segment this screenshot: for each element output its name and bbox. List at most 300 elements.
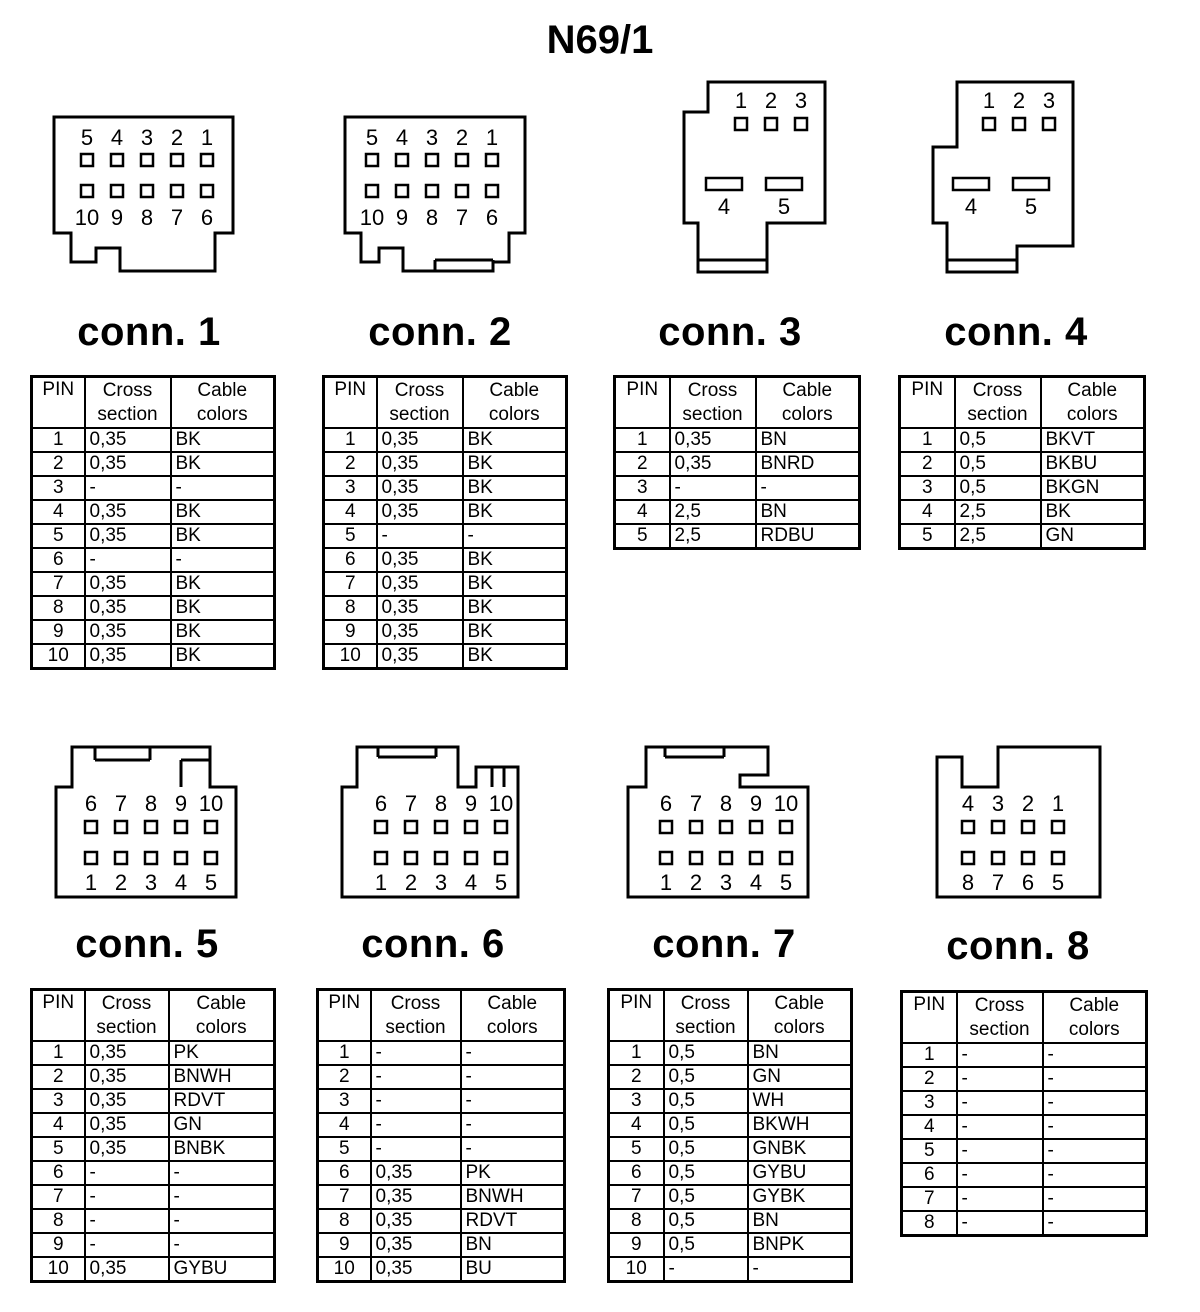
pin-label: 1 bbox=[200, 125, 214, 150]
cross-section-value: - bbox=[85, 1233, 169, 1257]
cable-color-value: BNWH bbox=[461, 1185, 565, 1209]
table-row bbox=[318, 1065, 565, 1089]
cross-section-value: - bbox=[371, 1089, 461, 1113]
cross-section-value: 0,35 bbox=[377, 620, 463, 644]
cable-color-value: BK bbox=[463, 572, 567, 596]
pin-label: 3 bbox=[794, 88, 808, 113]
pin-number: 2 bbox=[609, 1065, 664, 1089]
pin-label: 2 bbox=[1012, 88, 1026, 113]
pin-socket bbox=[780, 852, 792, 864]
pin-socket bbox=[366, 154, 378, 166]
pin-label: 7 bbox=[991, 870, 1005, 895]
pin-socket bbox=[111, 154, 123, 166]
pin-label: 2 bbox=[764, 88, 778, 113]
pin-number: 8 bbox=[609, 1209, 664, 1233]
table-row bbox=[318, 1113, 565, 1137]
pin-number: 7 bbox=[32, 1185, 85, 1209]
pin-label: 1 bbox=[1051, 791, 1065, 816]
connector-3-title: conn. 3 bbox=[658, 310, 802, 354]
table-row bbox=[902, 1043, 1147, 1067]
pin-label: 3 bbox=[1042, 88, 1056, 113]
cross-section-value: 0,5 bbox=[664, 1185, 748, 1209]
pin-label: 7 bbox=[689, 791, 703, 816]
cable-color-value: - bbox=[1043, 1043, 1147, 1067]
cable-color-value: BK bbox=[463, 548, 567, 572]
cross-section-value: 0,35 bbox=[85, 452, 171, 476]
pin-socket bbox=[992, 821, 1004, 833]
pin-socket bbox=[396, 185, 408, 197]
pin-label: 5 bbox=[365, 125, 379, 150]
pin-socket bbox=[962, 852, 974, 864]
table-row bbox=[32, 452, 275, 476]
pin-socket-wide bbox=[706, 178, 742, 190]
pin-label: 4 bbox=[110, 125, 124, 150]
table-row bbox=[318, 1209, 565, 1233]
connector-4-pin-table bbox=[898, 375, 1146, 550]
pin-socket bbox=[765, 118, 777, 130]
cable-color-value: BKWH bbox=[748, 1113, 852, 1137]
cross-section-value: 0,5 bbox=[664, 1041, 748, 1065]
pin-socket bbox=[366, 185, 378, 197]
cable-color-value: GNBK bbox=[748, 1137, 852, 1161]
pin-label: 10 bbox=[773, 791, 799, 816]
pin-socket-wide bbox=[766, 178, 802, 190]
header-cross-section: Cross section bbox=[85, 990, 169, 1042]
pin-label: 4 bbox=[464, 870, 478, 895]
pin-label: 5 bbox=[80, 125, 94, 150]
cross-section-value: 0,5 bbox=[664, 1065, 748, 1089]
cross-section-value: 0,35 bbox=[85, 524, 171, 548]
connector-1-pin-table bbox=[30, 375, 276, 670]
cable-color-value: PK bbox=[169, 1041, 275, 1065]
pin-number: 1 bbox=[902, 1043, 957, 1067]
cable-color-value: GN bbox=[1041, 524, 1145, 549]
pin-label: 9 bbox=[174, 791, 188, 816]
table-row bbox=[609, 1065, 852, 1089]
connector-7-drawing bbox=[628, 747, 808, 897]
pin-socket bbox=[375, 852, 387, 864]
cross-section-value: 0,5 bbox=[664, 1233, 748, 1257]
pin-socket bbox=[141, 154, 153, 166]
pin-label: 1 bbox=[982, 88, 996, 113]
table-row bbox=[609, 1041, 852, 1065]
table-row bbox=[318, 1089, 565, 1113]
pin-socket bbox=[145, 852, 157, 864]
header-cable-colors: Cable colors bbox=[1043, 992, 1147, 1044]
header-cable-colors: Cable colors bbox=[1041, 377, 1145, 429]
connector-1-title: conn. 1 bbox=[77, 310, 221, 354]
pin-number: 4 bbox=[900, 500, 955, 524]
pin-socket bbox=[81, 185, 93, 197]
pin-socket bbox=[396, 154, 408, 166]
pin-socket bbox=[85, 852, 97, 864]
pin-socket bbox=[405, 852, 417, 864]
table-row bbox=[609, 1137, 852, 1161]
pin-socket bbox=[201, 185, 213, 197]
cross-section-value: 0,5 bbox=[664, 1137, 748, 1161]
pin-number: 5 bbox=[902, 1139, 957, 1163]
cross-section-value: - bbox=[85, 1185, 169, 1209]
cable-color-value: - bbox=[1043, 1139, 1147, 1163]
pin-label: 10 bbox=[74, 205, 100, 230]
header-cable-colors: Cable colors bbox=[461, 990, 565, 1042]
header-cable-colors: Cable colors bbox=[169, 990, 275, 1042]
header-cross-section: Cross section bbox=[670, 377, 756, 429]
pin-label: 5 bbox=[204, 870, 218, 895]
cable-color-value: BK bbox=[171, 596, 275, 620]
connector-3-drawing bbox=[684, 82, 825, 272]
cross-section-value: 0,5 bbox=[664, 1113, 748, 1137]
cross-section-value: - bbox=[957, 1187, 1043, 1211]
table-row bbox=[324, 524, 567, 548]
cross-section-value: 0,35 bbox=[85, 572, 171, 596]
pin-number: 2 bbox=[318, 1065, 371, 1089]
cable-color-value: BN bbox=[756, 428, 860, 452]
pin-number: 4 bbox=[609, 1113, 664, 1137]
pin-label: 2 bbox=[170, 125, 184, 150]
pin-label: 1 bbox=[84, 870, 98, 895]
pin-label: 6 bbox=[659, 791, 673, 816]
table-row bbox=[324, 428, 567, 452]
pin-socket bbox=[456, 154, 468, 166]
pin-label: 8 bbox=[719, 791, 733, 816]
cross-section-value: 0,35 bbox=[670, 452, 756, 476]
header-cable-colors: Cable colors bbox=[756, 377, 860, 429]
pin-label: 3 bbox=[140, 125, 154, 150]
cable-color-value: - bbox=[171, 476, 275, 500]
connector-2-pin-table bbox=[322, 375, 568, 670]
table-row bbox=[900, 524, 1145, 549]
pin-socket bbox=[690, 852, 702, 864]
pin-socket bbox=[495, 821, 507, 833]
header-pin: PIN bbox=[324, 377, 377, 429]
pin-number: 2 bbox=[902, 1067, 957, 1091]
pin-socket bbox=[435, 821, 447, 833]
cable-color-value: - bbox=[169, 1209, 275, 1233]
pin-label: 4 bbox=[749, 870, 763, 895]
cross-section-value: 0,35 bbox=[85, 644, 171, 669]
cable-color-value: - bbox=[1043, 1067, 1147, 1091]
pin-socket bbox=[750, 821, 762, 833]
table-row bbox=[318, 1161, 565, 1185]
table-row bbox=[324, 548, 567, 572]
cross-section-value: - bbox=[670, 476, 756, 500]
connector-6-drawing bbox=[342, 747, 518, 897]
pin-socket bbox=[660, 821, 672, 833]
connector-4-drawing bbox=[933, 82, 1073, 272]
cross-section-value: 0,35 bbox=[377, 596, 463, 620]
pin-label: 10 bbox=[359, 205, 385, 230]
header-cross-section: Cross section bbox=[664, 990, 748, 1042]
cable-color-value: GN bbox=[748, 1065, 852, 1089]
pin-socket bbox=[426, 185, 438, 197]
cable-color-value: - bbox=[169, 1185, 275, 1209]
table-row bbox=[318, 1233, 565, 1257]
pin-socket bbox=[750, 852, 762, 864]
cross-section-value: 0,35 bbox=[377, 476, 463, 500]
cross-section-value: 0,5 bbox=[664, 1161, 748, 1185]
cross-section-value: 0,35 bbox=[371, 1161, 461, 1185]
pin-number: 4 bbox=[902, 1115, 957, 1139]
pin-number: 5 bbox=[318, 1137, 371, 1161]
cable-color-value: BK bbox=[171, 428, 275, 452]
connector-4-title: conn. 4 bbox=[944, 310, 1088, 354]
pin-label: 7 bbox=[114, 791, 128, 816]
cross-section-value: 0,5 bbox=[955, 452, 1041, 476]
cross-section-value: 0,35 bbox=[371, 1209, 461, 1233]
pin-socket bbox=[171, 185, 183, 197]
cable-color-value: - bbox=[1043, 1091, 1147, 1115]
header-cross-section: Cross section bbox=[85, 377, 171, 429]
pin-number: 7 bbox=[324, 572, 377, 596]
pin-label: 7 bbox=[404, 791, 418, 816]
table-row bbox=[32, 548, 275, 572]
pin-number: 5 bbox=[609, 1137, 664, 1161]
pin-number: 4 bbox=[324, 500, 377, 524]
pin-number: 5 bbox=[324, 524, 377, 548]
pin-socket bbox=[720, 852, 732, 864]
cross-section-value: 0,35 bbox=[85, 1089, 169, 1113]
pin-number: 3 bbox=[900, 476, 955, 500]
table-header-row bbox=[900, 377, 1145, 429]
pin-label: 6 bbox=[200, 205, 214, 230]
cross-section-value: 0,35 bbox=[371, 1233, 461, 1257]
pin-label: 3 bbox=[719, 870, 733, 895]
cross-section-value: 0,35 bbox=[371, 1185, 461, 1209]
cable-color-value: BK bbox=[463, 452, 567, 476]
header-pin: PIN bbox=[318, 990, 371, 1042]
cross-section-value: 0,35 bbox=[85, 1257, 169, 1282]
table-header-row bbox=[609, 990, 852, 1042]
table-row bbox=[32, 428, 275, 452]
pin-number: 4 bbox=[32, 1113, 85, 1137]
cable-color-value: - bbox=[1043, 1187, 1147, 1211]
table-row bbox=[32, 596, 275, 620]
cable-color-value: - bbox=[171, 548, 275, 572]
table-row bbox=[324, 596, 567, 620]
cross-section-value: 0,35 bbox=[85, 620, 171, 644]
cable-color-value: - bbox=[461, 1137, 565, 1161]
pin-socket bbox=[465, 852, 477, 864]
pin-number: 4 bbox=[318, 1113, 371, 1137]
pin-label: 8 bbox=[961, 870, 975, 895]
cable-color-value: GYBU bbox=[748, 1161, 852, 1185]
table-row bbox=[609, 1161, 852, 1185]
cable-color-value: BK bbox=[171, 620, 275, 644]
pin-socket bbox=[175, 852, 187, 864]
pin-label: 4 bbox=[717, 194, 731, 219]
pin-number: 9 bbox=[318, 1233, 371, 1257]
table-row bbox=[32, 1185, 275, 1209]
connector-1-drawing bbox=[54, 117, 233, 271]
pin-label: 4 bbox=[961, 791, 975, 816]
table-row bbox=[32, 620, 275, 644]
table-row bbox=[324, 476, 567, 500]
pin-label: 1 bbox=[734, 88, 748, 113]
cable-color-value: BK bbox=[463, 500, 567, 524]
pin-socket bbox=[1043, 118, 1055, 130]
pin-number: 2 bbox=[615, 452, 670, 476]
pin-number: 7 bbox=[609, 1185, 664, 1209]
cable-color-value: - bbox=[461, 1089, 565, 1113]
table-row bbox=[615, 476, 860, 500]
cable-color-value: - bbox=[748, 1257, 852, 1282]
cable-color-value: BK bbox=[171, 572, 275, 596]
pin-socket bbox=[486, 185, 498, 197]
pin-label: 6 bbox=[84, 791, 98, 816]
connector-8-title: conn. 8 bbox=[946, 924, 1090, 968]
pin-label: 8 bbox=[425, 205, 439, 230]
cable-color-value: - bbox=[756, 476, 860, 500]
cross-section-value: - bbox=[85, 476, 171, 500]
cross-section-value: 0,5 bbox=[955, 428, 1041, 452]
cable-color-value: RDVT bbox=[461, 1209, 565, 1233]
table-row bbox=[324, 572, 567, 596]
pin-number: 5 bbox=[32, 524, 85, 548]
table-row bbox=[32, 1209, 275, 1233]
pin-number: 6 bbox=[902, 1163, 957, 1187]
cable-color-value: GYBU bbox=[169, 1257, 275, 1282]
pin-socket bbox=[1022, 852, 1034, 864]
pin-label: 4 bbox=[395, 125, 409, 150]
pin-label: 3 bbox=[434, 870, 448, 895]
table-row bbox=[615, 428, 860, 452]
table-row bbox=[318, 1137, 565, 1161]
pin-socket bbox=[660, 852, 672, 864]
pin-number: 2 bbox=[900, 452, 955, 476]
table-row bbox=[900, 500, 1145, 524]
pin-number: 10 bbox=[609, 1257, 664, 1282]
cable-color-value: BKBU bbox=[1041, 452, 1145, 476]
pin-socket bbox=[486, 154, 498, 166]
cable-color-value: BK bbox=[171, 452, 275, 476]
table-header-row bbox=[324, 377, 567, 429]
connector-6-title: conn. 6 bbox=[361, 922, 505, 966]
pin-number: 2 bbox=[32, 452, 85, 476]
pin-label: 6 bbox=[485, 205, 499, 230]
table-row bbox=[900, 428, 1145, 452]
pin-number: 8 bbox=[32, 1209, 85, 1233]
cross-section-value: 0,5 bbox=[664, 1089, 748, 1113]
connector-2-drawing bbox=[345, 117, 525, 271]
pin-socket bbox=[1052, 821, 1064, 833]
connector-8-drawing bbox=[937, 747, 1100, 897]
cross-section-value: - bbox=[957, 1211, 1043, 1236]
pin-number: 8 bbox=[318, 1209, 371, 1233]
pin-number: 3 bbox=[609, 1089, 664, 1113]
table-row bbox=[324, 644, 567, 669]
pin-socket bbox=[115, 852, 127, 864]
cross-section-value: 0,35 bbox=[85, 596, 171, 620]
cross-section-value: 0,35 bbox=[85, 1113, 169, 1137]
cable-color-value: BKVT bbox=[1041, 428, 1145, 452]
pin-number: 7 bbox=[318, 1185, 371, 1209]
cross-section-value: - bbox=[957, 1067, 1043, 1091]
pin-number: 9 bbox=[324, 620, 377, 644]
cable-color-value: BK bbox=[463, 596, 567, 620]
cross-section-value: - bbox=[85, 548, 171, 572]
pin-socket bbox=[735, 118, 747, 130]
table-row bbox=[324, 620, 567, 644]
cross-section-value: 0,35 bbox=[371, 1257, 461, 1282]
connector-7-pin-table bbox=[607, 988, 853, 1283]
table-row bbox=[32, 1041, 275, 1065]
cross-section-value: 0,35 bbox=[85, 428, 171, 452]
table-header-row bbox=[902, 992, 1147, 1044]
pin-label: 1 bbox=[374, 870, 388, 895]
pin-number: 3 bbox=[318, 1089, 371, 1113]
header-pin: PIN bbox=[902, 992, 957, 1044]
pin-socket bbox=[145, 821, 157, 833]
pin-label: 5 bbox=[494, 870, 508, 895]
cross-section-value: - bbox=[957, 1043, 1043, 1067]
cross-section-value: 0,35 bbox=[377, 428, 463, 452]
pin-label: 9 bbox=[464, 791, 478, 816]
cross-section-value: 0,35 bbox=[377, 548, 463, 572]
pin-socket bbox=[962, 821, 974, 833]
cross-section-value: - bbox=[371, 1113, 461, 1137]
pin-socket bbox=[375, 821, 387, 833]
pin-socket bbox=[201, 154, 213, 166]
cable-color-value: BK bbox=[463, 476, 567, 500]
cable-color-value: BNBK bbox=[169, 1137, 275, 1161]
pin-socket bbox=[115, 821, 127, 833]
cross-section-value: - bbox=[957, 1091, 1043, 1115]
pin-number: 6 bbox=[32, 548, 85, 572]
cable-color-value: GN bbox=[169, 1113, 275, 1137]
header-cable-colors: Cable colors bbox=[463, 377, 567, 429]
cable-color-value: BK bbox=[171, 524, 275, 548]
pin-label: 7 bbox=[170, 205, 184, 230]
cable-color-value: - bbox=[461, 1065, 565, 1089]
pin-socket bbox=[171, 154, 183, 166]
pin-number: 5 bbox=[615, 524, 670, 549]
table-row bbox=[615, 500, 860, 524]
cable-color-value: BNRD bbox=[756, 452, 860, 476]
cross-section-value: 0,5 bbox=[955, 476, 1041, 500]
header-cross-section: Cross section bbox=[957, 992, 1043, 1044]
table-row bbox=[609, 1185, 852, 1209]
cross-section-value: 0,35 bbox=[85, 1041, 169, 1065]
cross-section-value: 0,35 bbox=[85, 1065, 169, 1089]
connector-5-pin-table bbox=[30, 988, 276, 1283]
pin-number: 3 bbox=[32, 476, 85, 500]
header-pin: PIN bbox=[609, 990, 664, 1042]
pin-number: 8 bbox=[902, 1211, 957, 1236]
pin-label: 7 bbox=[455, 205, 469, 230]
table-row bbox=[902, 1187, 1147, 1211]
pin-number: 10 bbox=[32, 1257, 85, 1282]
pin-number: 1 bbox=[318, 1041, 371, 1065]
pin-number: 10 bbox=[318, 1257, 371, 1282]
pin-label: 3 bbox=[144, 870, 158, 895]
cable-color-value: BNWH bbox=[169, 1065, 275, 1089]
pin-number: 1 bbox=[609, 1041, 664, 1065]
table-row bbox=[615, 452, 860, 476]
pin-number: 6 bbox=[32, 1161, 85, 1185]
pin-label: 4 bbox=[174, 870, 188, 895]
pin-label: 3 bbox=[425, 125, 439, 150]
cable-color-value: BN bbox=[748, 1209, 852, 1233]
cable-color-value: BK bbox=[463, 644, 567, 669]
pin-number: 8 bbox=[32, 596, 85, 620]
pin-label: 8 bbox=[434, 791, 448, 816]
table-row bbox=[32, 1089, 275, 1113]
pin-number: 4 bbox=[32, 500, 85, 524]
cross-section-value: 0,35 bbox=[377, 500, 463, 524]
cable-color-value: BN bbox=[756, 500, 860, 524]
cable-color-value: - bbox=[463, 524, 567, 548]
